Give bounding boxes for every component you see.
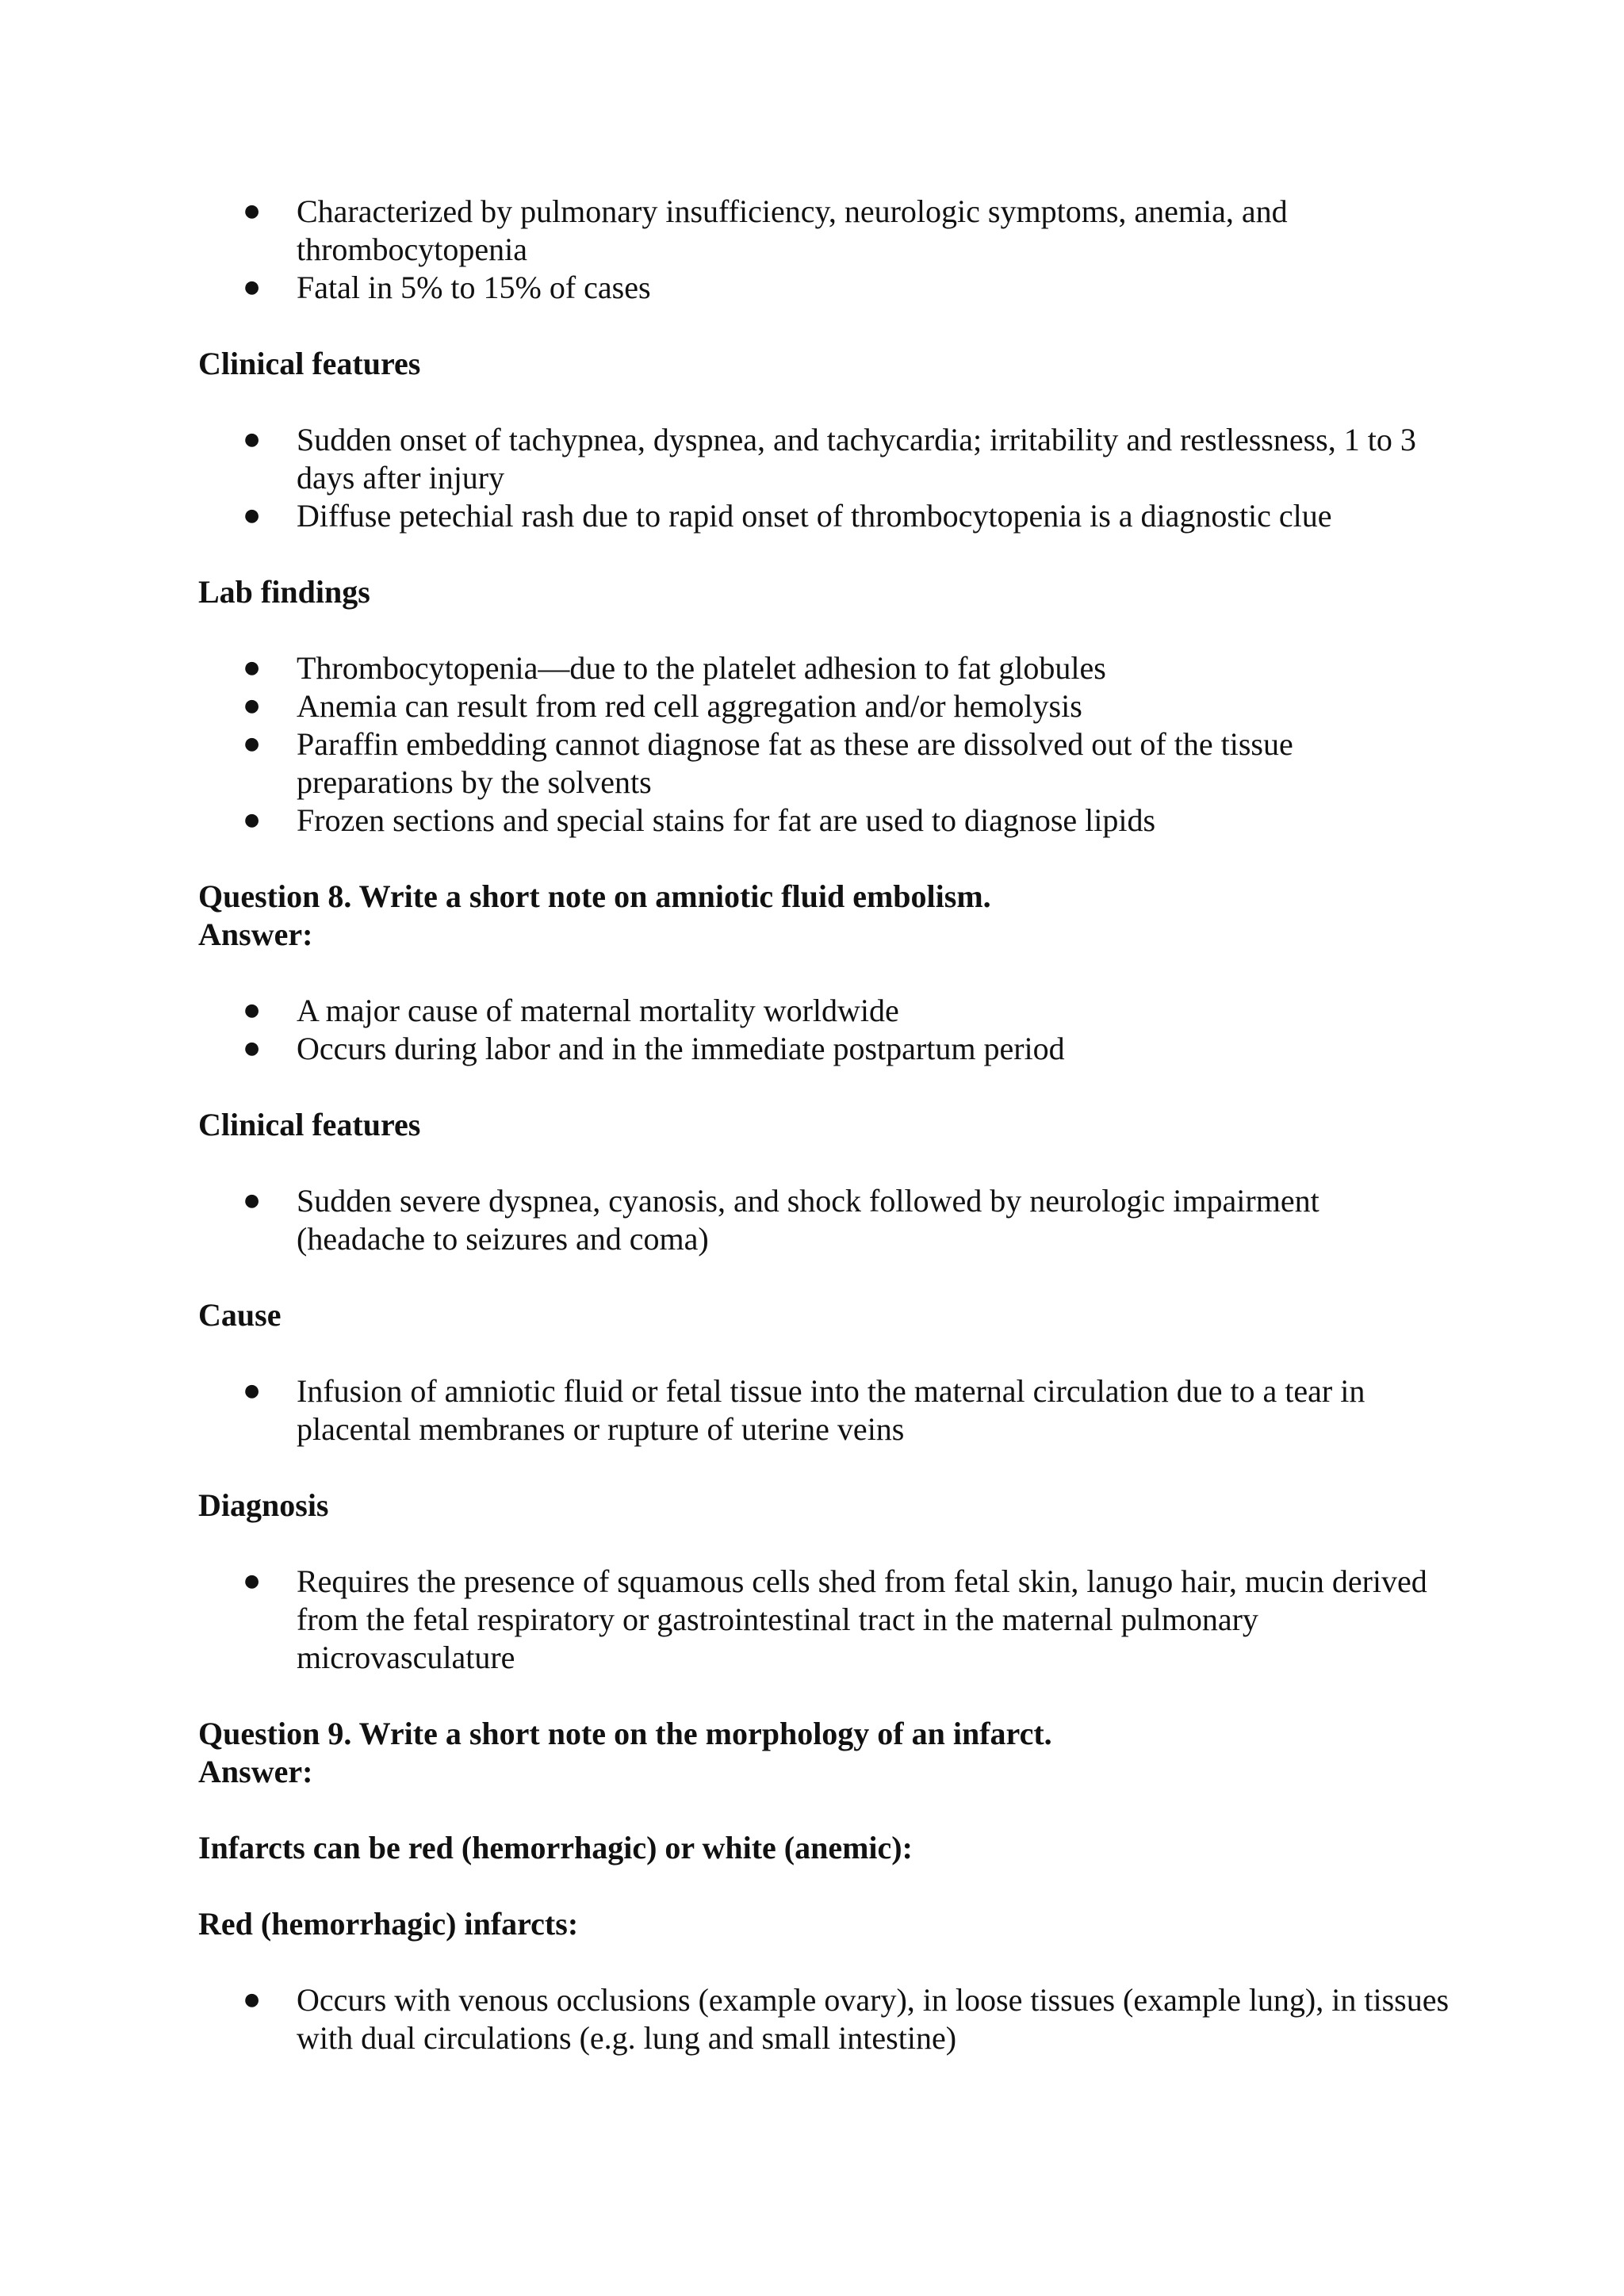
list-item-text: Thrombocytopenia—due to the platelet adhesion to fat globules — [297, 650, 1106, 686]
block-spacer — [198, 1258, 1451, 1296]
section-heading: Diagnosis — [198, 1487, 329, 1523]
block-spacer — [198, 383, 1451, 421]
list-item — [198, 1563, 1451, 1677]
list-item — [198, 193, 1451, 269]
section-heading: Infarcts can be red (hemorrhagic) or white (anemic): — [198, 1830, 913, 1866]
list-item — [198, 1981, 1451, 2057]
bullet-icon: ● — [244, 1039, 260, 1058]
list-item-text: Characterized by pulmonary insufficiency, neurologic symptoms, anemia, and thrombocytopenia — [297, 193, 1288, 267]
block-spacer — [198, 1144, 1451, 1182]
bullet-icon: ● — [244, 696, 260, 716]
block-spacer — [198, 611, 1451, 649]
bullet-icon: ● — [244, 506, 260, 526]
list-item — [198, 497, 1451, 535]
bullet-icon: ● — [244, 201, 260, 221]
bullet-icon: ● — [244, 1571, 260, 1591]
bullet-icon: ● — [244, 810, 260, 830]
section-heading: Clinical features — [198, 346, 421, 381]
list-item — [198, 1182, 1451, 1258]
list-item-text: Occurs with venous occlusions (example ovary), in loose tissues (example lung), in tissues with dual circulations (e.g. lung and small intestine) — [297, 1982, 1450, 2056]
question-heading: Question 9. Write a short note on the morphology of an infarct. — [198, 1716, 1052, 1751]
bullet-list — [198, 649, 1451, 840]
bullet-icon: ● — [244, 430, 260, 450]
block-spacer — [198, 1943, 1451, 1981]
list-item — [198, 992, 1451, 1030]
bullet-list — [198, 193, 1451, 307]
bullet-icon: ● — [244, 1001, 260, 1020]
list-item — [198, 269, 1451, 307]
list-item-text: Paraffin embedding cannot diagnose fat as these are dissolved out of the tissue preparations by the solvents — [297, 726, 1293, 800]
answer-label: Answer: — [198, 916, 313, 952]
list-item — [198, 1372, 1451, 1448]
section-heading: Red (hemorrhagic) infarcts: — [198, 1906, 579, 1942]
block-spacer — [198, 1791, 1451, 1829]
bullet-list — [198, 421, 1451, 535]
block-spacer — [198, 1867, 1451, 1905]
list-item-text: Occurs during labor and in the immediate postpartum period — [297, 1031, 1065, 1066]
bullet-icon: ● — [244, 658, 260, 678]
answer-label: Answer: — [198, 1754, 313, 1789]
block-spacer — [198, 1525, 1451, 1563]
list-item-text: Diffuse petechial rash due to rapid onset of thrombocytopenia is a diagnostic clue — [297, 498, 1332, 534]
bullet-list — [198, 1182, 1451, 1258]
list-item — [198, 802, 1451, 840]
bullet-list — [198, 1372, 1451, 1448]
block-spacer — [198, 1334, 1451, 1372]
list-item — [198, 1030, 1451, 1068]
list-item-text: Anemia can result from red cell aggregation and/or hemolysis — [297, 688, 1082, 724]
block-spacer — [198, 1677, 1451, 1715]
block-spacer — [198, 954, 1451, 992]
bullet-list — [198, 1563, 1451, 1677]
list-item-text: Requires the presence of squamous cells shed from fetal skin, lanugo hair, mucin derived from the fetal respiratory or gastrointestinal tract in the maternal pulmonary microvasculature — [297, 1563, 1427, 1675]
bullet-icon: ● — [244, 1191, 260, 1211]
block-spacer — [198, 1448, 1451, 1487]
bullet-icon: ● — [244, 277, 260, 297]
document-body — [198, 193, 1451, 2057]
section-heading: Cause — [198, 1297, 282, 1333]
list-item-text: Frozen sections and special stains for fat are used to diagnose lipids — [297, 802, 1156, 838]
list-item — [198, 421, 1451, 497]
list-item-text: Sudden severe dyspnea, cyanosis, and shock followed by neurologic impairment (headache to seizures and coma) — [297, 1183, 1320, 1257]
bullet-icon: ● — [244, 1990, 260, 2010]
list-item-text: A major cause of maternal mortality worldwide — [297, 993, 899, 1028]
list-item — [198, 649, 1451, 687]
question-heading: Question 8. Write a short note on amniotic fluid embolism. — [198, 878, 991, 914]
section-heading: Lab findings — [198, 574, 370, 610]
list-item-text: Infusion of amniotic fluid or fetal tissue into the maternal circulation due to a tear in placental membranes or rupture of uterine veins — [297, 1373, 1365, 1447]
block-spacer — [198, 535, 1451, 573]
block-spacer — [198, 840, 1451, 878]
block-spacer — [198, 1068, 1451, 1106]
bullet-icon: ● — [244, 1381, 260, 1401]
block-spacer — [198, 307, 1451, 345]
section-heading: Clinical features — [198, 1107, 421, 1142]
list-item — [198, 725, 1451, 802]
bullet-list — [198, 1981, 1451, 2057]
list-item — [198, 687, 1451, 725]
list-item-text: Sudden onset of tachypnea, dyspnea, and tachycardia; irritability and restlessness, 1 to 3 days after injury — [297, 422, 1416, 496]
bullet-icon: ● — [244, 734, 260, 754]
list-item-text: Fatal in 5% to 15% of cases — [297, 270, 651, 305]
bullet-list — [198, 992, 1451, 1068]
